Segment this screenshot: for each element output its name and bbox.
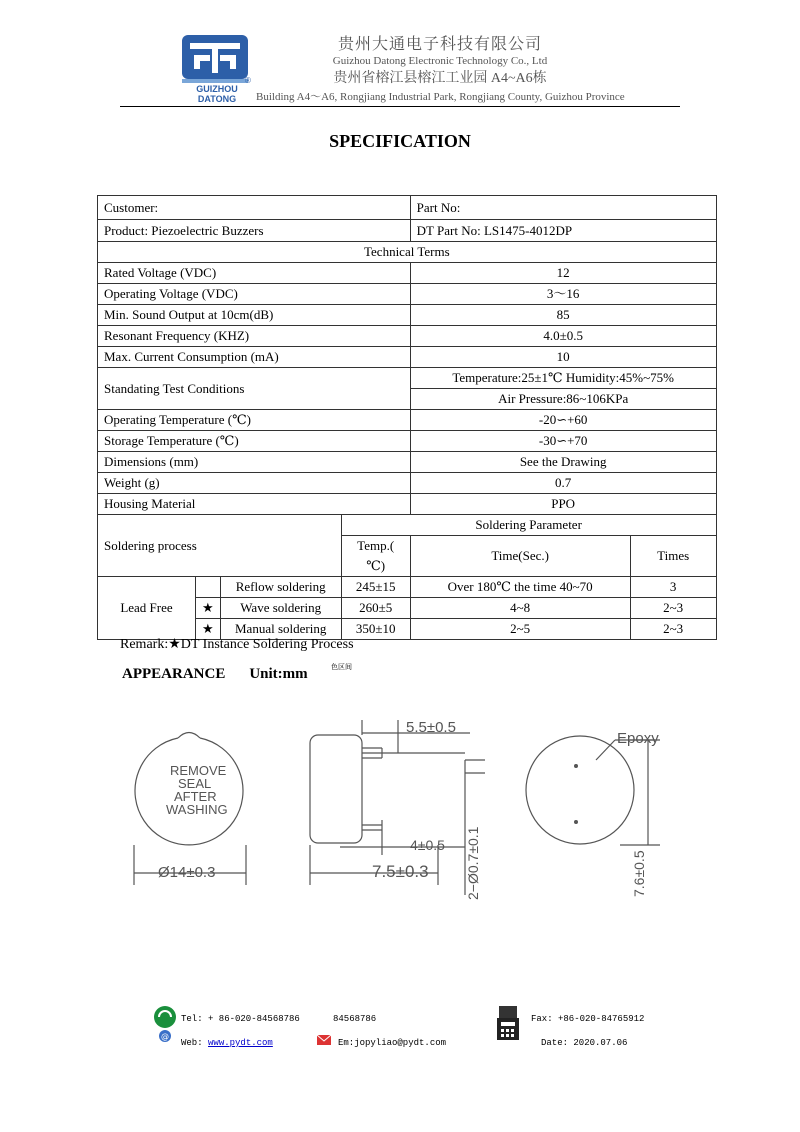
solder-method: Wave soldering bbox=[220, 598, 341, 619]
solder-temp: 260±5 bbox=[341, 598, 410, 619]
spec-label: Min. Sound Output at 10cm(dB) bbox=[98, 305, 411, 326]
pitch-label: 7.5±0.3 bbox=[372, 862, 429, 881]
spec-value: PPO bbox=[410, 494, 716, 515]
web-link[interactable]: www.pydt.com bbox=[208, 1038, 273, 1048]
star-marker: ★ bbox=[196, 619, 221, 640]
page-title: SPECIFICATION bbox=[329, 131, 471, 151]
appearance-heading bbox=[122, 666, 308, 683]
solder-temp: 350±10 bbox=[341, 619, 410, 640]
header-divider bbox=[120, 106, 680, 107]
solder-time: 2~5 bbox=[410, 619, 630, 640]
address-cn: 贵州省榕江县榕江工业园 A4~A6栋 bbox=[333, 71, 547, 86]
solder-time: Over 180℃ the time 40~70 bbox=[410, 577, 630, 598]
tel2-text: 84568786 bbox=[333, 1014, 377, 1024]
spec-label: Operating Temperature (℃) bbox=[98, 410, 411, 431]
phone-icon bbox=[152, 1004, 178, 1044]
test-conditions-line1: Temperature:25±1℃ Humidity:45%~75% bbox=[410, 368, 716, 389]
date-text: Date: 2020.07.06 bbox=[541, 1038, 628, 1048]
spec-value: 0.7 bbox=[410, 473, 716, 494]
epoxy-label: Epoxy bbox=[617, 730, 659, 747]
spec-value: 4.0±0.5 bbox=[410, 326, 716, 347]
test-conditions-label: Standating Test Conditions bbox=[98, 368, 411, 410]
solder-time: 4~8 bbox=[410, 598, 630, 619]
spec-value: 3～16 bbox=[410, 284, 716, 305]
star-marker bbox=[196, 577, 221, 598]
seal-text: AFTER bbox=[174, 789, 217, 804]
spec-label: Housing Material bbox=[98, 494, 411, 515]
tel-text: Tel: + 86-020-84568786 bbox=[181, 1014, 300, 1024]
fax-text: Fax: +86-020-84765912 bbox=[531, 1014, 645, 1024]
spec-label: Dimensions (mm) bbox=[98, 452, 411, 473]
soldering-parameter-header: Soldering Parameter bbox=[341, 515, 716, 536]
technical-terms-header: Technical Terms bbox=[98, 242, 717, 263]
tiny-mark: 色区间 bbox=[331, 663, 352, 671]
unit-label: Unit:mm bbox=[249, 666, 308, 682]
seal-text: SEAL bbox=[178, 776, 212, 791]
spec-value: 10 bbox=[410, 347, 716, 368]
solder-method: Manual soldering bbox=[220, 619, 341, 640]
spec-value: 12 bbox=[410, 263, 716, 284]
product-cell: Product: Piezoelectric Buzzers bbox=[98, 220, 411, 242]
test-conditions-line2: Air Pressure:86~106KPa bbox=[410, 389, 716, 410]
star-marker: ★ bbox=[196, 598, 221, 619]
spec-value: -20∽+60 bbox=[410, 410, 716, 431]
web-label: Web: bbox=[181, 1038, 203, 1048]
col-time-header: Time(Sec.) bbox=[410, 536, 630, 577]
fax-icon bbox=[496, 1004, 520, 1042]
registered-mark: ® bbox=[245, 76, 251, 85]
customer-cell: Customer: bbox=[98, 196, 411, 220]
col-times-header: Times bbox=[630, 536, 716, 577]
spec-value: 85 bbox=[410, 305, 716, 326]
solder-times: 2~3 bbox=[630, 598, 716, 619]
solder-temp: 245±15 bbox=[341, 577, 410, 598]
spec-table bbox=[97, 195, 717, 640]
spec-label: Weight (g) bbox=[98, 473, 411, 494]
back-circle bbox=[526, 736, 634, 844]
lead-free-label: Lead Free bbox=[98, 577, 196, 640]
soldering-process-label: Soldering process bbox=[98, 515, 342, 577]
logo-text: GUIZHOU DATONG bbox=[196, 84, 238, 104]
remark: Remark:★DT Instance Soldering Process bbox=[120, 637, 354, 652]
part-no-cell: Part No: bbox=[410, 196, 716, 220]
company-logo bbox=[180, 33, 250, 85]
spec-label: Operating Voltage (VDC) bbox=[98, 284, 411, 305]
company-name-cn: 贵州大通电子科技有限公司 bbox=[337, 36, 542, 53]
dt-part-no-cell: DT Part No: LS1475-4012DP bbox=[410, 220, 716, 242]
solder-times: 2~3 bbox=[630, 619, 716, 640]
pin-spacing-label: 7.6±0.5 bbox=[631, 850, 647, 897]
email-text: Em:jopyliao@pydt.com bbox=[338, 1038, 447, 1048]
spec-value: See the Drawing bbox=[410, 452, 716, 473]
seal-text: WASHING bbox=[166, 802, 228, 817]
pin-len-label: 4±0.5 bbox=[410, 837, 445, 853]
col-temp-header: Temp.( ℃) bbox=[341, 536, 410, 577]
spec-label: Storage Temperature (℃) bbox=[98, 431, 411, 452]
height-label: 5.5±0.5 bbox=[406, 719, 456, 736]
spec-value: -30∽+70 bbox=[410, 431, 716, 452]
company-name-en: Guizhou Datong Electronic Technology Co., Ltd bbox=[332, 55, 548, 67]
appearance-title: APPEARANCE bbox=[122, 666, 226, 682]
spec-label: Max. Current Consumption (mA) bbox=[98, 347, 411, 368]
solder-method: Reflow soldering bbox=[220, 577, 341, 598]
email-icon bbox=[316, 1030, 334, 1048]
dia-label: Ø14±0.3 bbox=[158, 864, 216, 881]
pin-dia-label: 2−Ø0.7±0.1 bbox=[465, 826, 481, 900]
dimension-drawing bbox=[120, 705, 700, 915]
address-en: Building A4～A6, Rongjiang Industrial Park, Rongjiang County, Guizhou Province bbox=[256, 91, 625, 103]
solder-times: 3 bbox=[630, 577, 716, 598]
spec-label: Resonant Frequency (KHZ) bbox=[98, 326, 411, 347]
side-body bbox=[310, 735, 362, 843]
svg-text:@: @ bbox=[161, 1032, 169, 1041]
spec-label: Rated Voltage (VDC) bbox=[98, 263, 411, 284]
seal-text: REMOVE bbox=[170, 763, 227, 778]
